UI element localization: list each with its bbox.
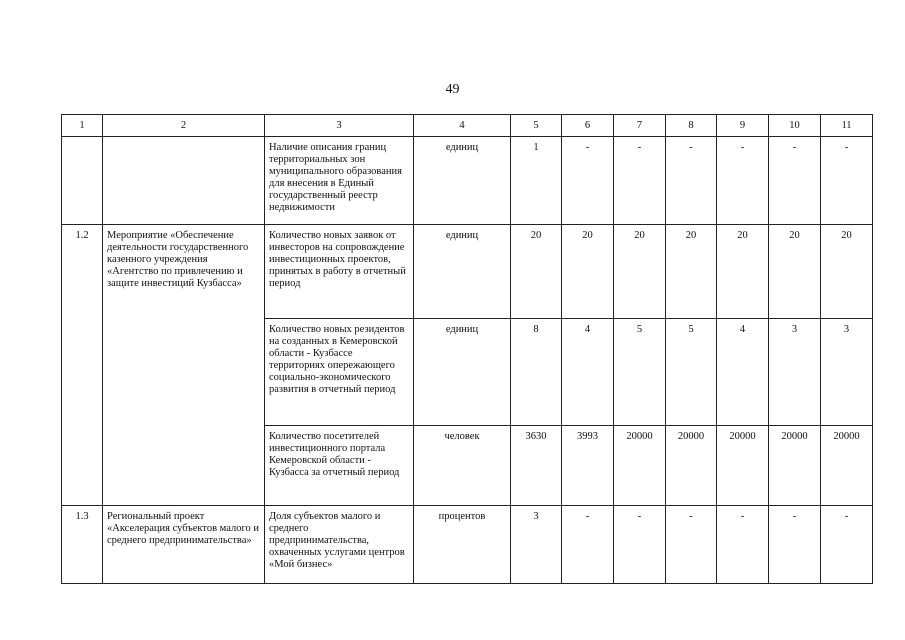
value-cell: - (821, 137, 873, 225)
value-cell: 4 (717, 319, 769, 426)
value-cell: 4 (562, 319, 614, 426)
value-cell: 3630 (511, 426, 562, 506)
value-cell: - (666, 137, 717, 225)
value-cell: - (717, 506, 769, 584)
value-cell: 20 (769, 225, 821, 319)
value-cell: - (614, 506, 666, 584)
value-cell: - (769, 506, 821, 584)
header-col-4: 4 (414, 115, 511, 137)
value-cell: 3993 (562, 426, 614, 506)
value-cell: 1 (511, 137, 562, 225)
value-cell: - (821, 506, 873, 584)
event-cell (103, 137, 265, 225)
value-cell: - (717, 137, 769, 225)
row-number-cell: 1.2 (62, 225, 103, 506)
value-cell: 20 (821, 225, 873, 319)
header-col-9: 9 (717, 115, 769, 137)
value-cell: 20000 (666, 426, 717, 506)
header-col-1: 1 (62, 115, 103, 137)
event-cell: Мероприятие «Обеспечение деятельности государственного казенного учреждения «Агентство по привлечению и защите инвестиций Кузбасса» (103, 225, 265, 506)
unit-cell: единиц (414, 319, 511, 426)
value-cell: 3 (511, 506, 562, 584)
table-row (62, 506, 873, 584)
value-cell: - (666, 506, 717, 584)
row-number-cell (62, 137, 103, 225)
indicator-cell: Наличие описания границ территориальных зон муниципального образования для внесения в Единый государственный реестр недвижимости (265, 137, 414, 225)
header-col-3: 3 (265, 115, 414, 137)
value-cell: - (614, 137, 666, 225)
unit-cell: единиц (414, 225, 511, 319)
value-cell: 20000 (769, 426, 821, 506)
value-cell: 5 (614, 319, 666, 426)
indicator-cell: Доля субъектов малого и среднего предпринимательства, охваченных услугами центров «Мой бизнес» (265, 506, 414, 584)
header-col-2: 2 (103, 115, 265, 137)
row-number-cell: 1.3 (62, 506, 103, 584)
value-cell: 20000 (821, 426, 873, 506)
header-col-10: 10 (769, 115, 821, 137)
page-number: 49 (445, 82, 460, 97)
header-col-7: 7 (614, 115, 666, 137)
event-cell: Региональный проект «Акселерация субъектов малого и среднего предпринимательства» (103, 506, 265, 584)
value-cell: - (562, 506, 614, 584)
unit-cell: единиц (414, 137, 511, 225)
value-cell: 3 (769, 319, 821, 426)
header-col-5: 5 (511, 115, 562, 137)
value-cell: 3 (821, 319, 873, 426)
value-cell: 5 (666, 319, 717, 426)
value-cell: 8 (511, 319, 562, 426)
value-cell: - (562, 137, 614, 225)
value-cell: - (769, 137, 821, 225)
value-cell: 20 (717, 225, 769, 319)
indicator-cell: Количество новых заявок от инвесторов на сопровождение инвестиционных проектов, принятых в работу в отчетный период (265, 225, 414, 319)
unit-cell: процентов (414, 506, 511, 584)
header-col-11: 11 (821, 115, 873, 137)
value-cell: 20000 (717, 426, 769, 506)
table-row (62, 225, 873, 319)
value-cell: 20 (614, 225, 666, 319)
indicator-cell: Количество новых резидентов на созданных в Кемеровской области - Кузбассе территориях опережающего социально-экономического развития в отчетный период (265, 319, 414, 426)
table-row (62, 137, 873, 225)
unit-cell: человек (414, 426, 511, 506)
value-cell: 20 (562, 225, 614, 319)
header-col-6: 6 (562, 115, 614, 137)
indicator-cell: Количество посетителей инвестиционного портала Кемеровской области - Кузбасса за отчетный период (265, 426, 414, 506)
indicators-table (61, 114, 873, 584)
value-cell: 20000 (614, 426, 666, 506)
header-col-8: 8 (666, 115, 717, 137)
value-cell: 20 (666, 225, 717, 319)
header-row (62, 115, 873, 137)
value-cell: 20 (511, 225, 562, 319)
